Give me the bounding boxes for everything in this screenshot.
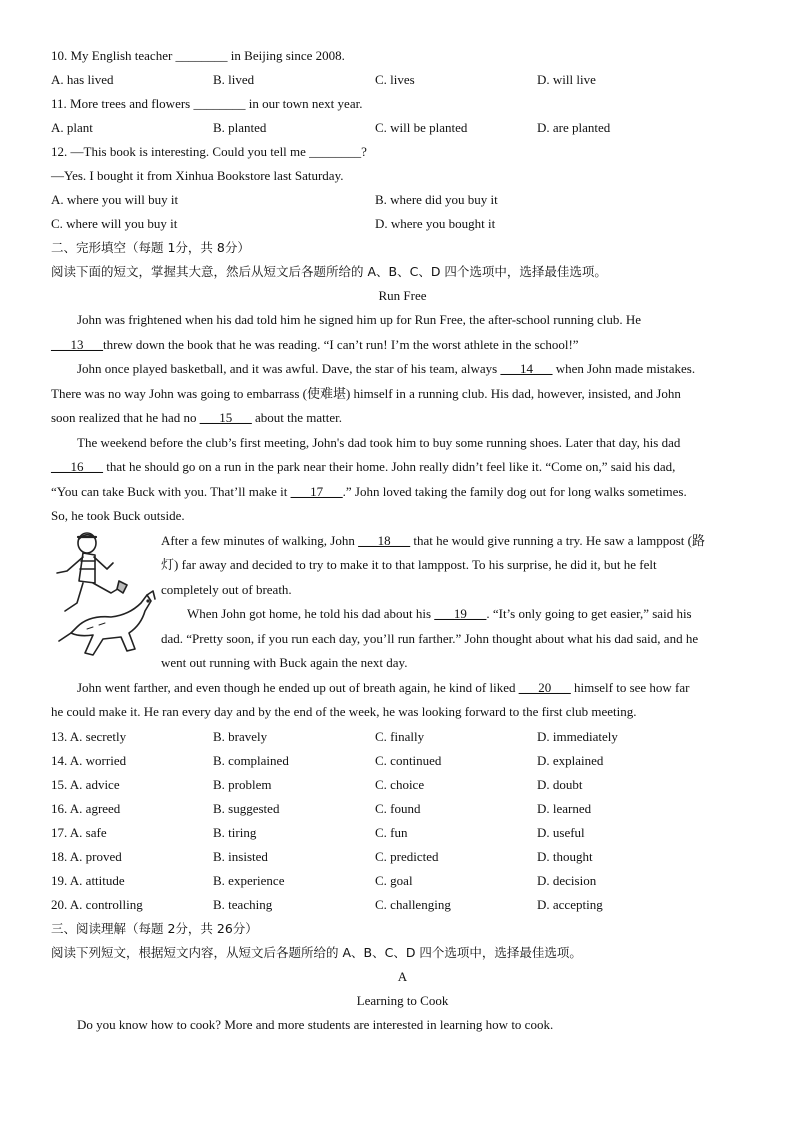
q19-option-c[interactable]: C. goal (375, 872, 413, 888)
q10-option-d[interactable]: D. will live (537, 72, 596, 87)
passage-paragraph-1 (51, 308, 754, 357)
passage-text: “You can take Buck with you. That’ll make it (51, 483, 291, 499)
passage-line: dad. “Pretty soon, if you run each day, you’ll run farther.” John thought about what his dad said, and he (161, 630, 699, 646)
passage-a-title: Learning to Cook (356, 992, 449, 1008)
passage-line (51, 676, 754, 701)
passage-text: that he should go on a run in the park near their home. John really didn’t feel like it. “Come on,” said his dad, (103, 459, 676, 474)
passage-title: Run Free (378, 288, 427, 303)
passage-text: that he would give running a try. He saw a lamppost (路 (410, 532, 705, 548)
boy-running-with-dog-illustration (49, 529, 161, 673)
blank-16[interactable]: ___16___ (51, 459, 103, 474)
q10-option-b[interactable]: B. lived (213, 72, 255, 87)
illustrated-paragraphs (51, 529, 754, 676)
passage-line: 灯) far away and decided to try to make it to that lamppost. To his surprise, he did it, but he felt (161, 557, 657, 572)
q16-option-d[interactable]: D. learned (537, 800, 592, 816)
q19-option-a[interactable]: 19. A. attitude (51, 872, 125, 888)
q13-option-d[interactable]: D. immediately (537, 728, 618, 744)
passage-line (51, 357, 754, 382)
q10-stem: 10. My English teacher ________ in Beijing since 2008. (51, 48, 345, 63)
passage-text: When John got home, he told his dad about his (187, 606, 435, 621)
q20-options (51, 893, 754, 917)
q12-stem: 12. —This book is interesting. Could you tell me ________? (51, 144, 367, 159)
blank-15[interactable]: ___15___ (199, 410, 252, 425)
passage-line: completely out of breath. (161, 581, 292, 597)
blank-13[interactable]: ___13___ (51, 336, 103, 352)
q13-option-a[interactable]: 13. A. secretly (51, 728, 127, 744)
q11-options (51, 116, 754, 140)
q12-options-row1 (51, 188, 754, 212)
passage-line (51, 406, 754, 431)
q18-options (51, 845, 754, 869)
q17-option-c[interactable]: C. fun (375, 824, 408, 840)
q17-option-b[interactable]: B. tiring (213, 824, 257, 840)
q11-option-b[interactable]: B. planted (213, 120, 267, 135)
blank-14[interactable]: ___14___ (500, 361, 553, 376)
passage-text: himself to see how far (570, 679, 690, 695)
q19-option-d[interactable]: D. decision (537, 872, 597, 888)
section2-instruction: 阅读下面的短文，掌握其大意，然后从短文后各题所给的 A、B、C、D 四个选项中，选择最佳选项。 (51, 264, 607, 279)
passage-text: John once played basketball, and it was awful. Dave, the star of his team, always (77, 361, 501, 376)
section3-instruction: 阅读下列短文，根据短文内容，从短文后各题所给的 A、B、C、D 四个选项中，选择最佳选项。 (51, 944, 582, 960)
passage-a-first-line: Do you know how to cook? More and more students are interested in learning how to cook. (77, 1016, 554, 1032)
q15-option-b[interactable]: B. problem (213, 776, 272, 792)
q12-option-a[interactable]: A. where you will buy it (51, 192, 179, 207)
q10-options (51, 68, 754, 92)
passage-text: soon realized that he had no (51, 410, 200, 425)
q16-option-a[interactable]: 16. A. agreed (51, 800, 121, 816)
q12-option-d[interactable]: D. where you bought it (375, 216, 496, 231)
blank-20[interactable]: ___20___ (518, 679, 571, 695)
cloze-options (51, 725, 754, 917)
passage-text: .” John loved taking the family dog out for long walks sometimes. (342, 483, 687, 499)
q16-options (51, 797, 754, 821)
q18-option-a[interactable]: 18. A. proved (51, 848, 122, 864)
q12-option-b[interactable]: B. where did you buy it (375, 192, 498, 207)
q15-option-c[interactable]: C. choice (375, 776, 425, 792)
q20-option-c[interactable]: C. challenging (375, 896, 451, 912)
q11-option-a[interactable]: A. plant (51, 120, 93, 135)
q19-option-b[interactable]: B. experience (213, 872, 285, 888)
q11-option-c[interactable]: C. will be planted (375, 120, 468, 135)
q19-options (51, 869, 754, 893)
passage-text: threw down the book that he was reading. “I can’t run! I’m the worst athlete in the school!” (103, 336, 579, 352)
q12-option-c[interactable]: C. where will you buy it (51, 216, 178, 231)
passage-line (161, 602, 754, 627)
q16-option-b[interactable]: B. suggested (213, 800, 280, 816)
q20-option-d[interactable]: D. accepting (537, 896, 603, 912)
passage-paragraph-6 (51, 676, 754, 725)
passage-letter: A (397, 968, 408, 984)
q14-option-c[interactable]: C. continued (375, 752, 442, 768)
q16-option-c[interactable]: C. found (375, 800, 421, 816)
q12-options-row2 (51, 212, 754, 236)
q17-options (51, 821, 754, 845)
q18-option-d[interactable]: D. thought (537, 848, 593, 864)
q15-option-d[interactable]: D. doubt (537, 776, 583, 792)
section2-heading: 二、完形填空（每题 1分，共 8分） (51, 240, 250, 255)
q10-option-c[interactable]: C. lives (375, 72, 415, 87)
passage-text: about the matter. (251, 410, 342, 425)
passage-line: he could make it. He ran every day and by the end of the week, he was looking forward to the first club meeting. (51, 704, 637, 719)
q17-option-d[interactable]: D. useful (537, 824, 585, 840)
q11-stem: 11. More trees and flowers ________ in our town next year. (51, 96, 363, 111)
passage-line (161, 529, 754, 554)
passage-line: So, he took Buck outside. (51, 508, 185, 523)
q14-option-a[interactable]: 14. A. worried (51, 752, 127, 768)
blank-18[interactable]: ___18___ (358, 532, 411, 548)
passage-line: There was no way John was going to embarrass (使难堪) himself in a running club. His dad, however, insisted, and John (51, 385, 681, 401)
passage-line (51, 480, 754, 505)
passage-line (51, 333, 754, 358)
q14-option-d[interactable]: D. explained (537, 752, 604, 768)
q20-option-b[interactable]: B. teaching (213, 896, 273, 912)
blank-17[interactable]: ___17___ (290, 483, 343, 499)
passage-line: The weekend before the club’s first meeting, John's dad took him to buy some running shoes. Later that day, his dad (77, 434, 681, 450)
q15-option-a[interactable]: 15. A. advice (51, 776, 120, 792)
section3-heading: 三、阅读理解（每题 2分，共 26分） (51, 920, 258, 936)
q13-options (51, 725, 754, 749)
q14-options (51, 749, 754, 773)
q18-option-c[interactable]: C. predicted (375, 848, 439, 864)
passage-line: John was frightened when his dad told him he signed him up for Run Free, the after-school running club. He (77, 312, 642, 327)
q20-option-a[interactable]: 20. A. controlling (51, 896, 143, 912)
passage-line: went out running with Buck again the next day. (161, 655, 408, 670)
passage-text: After a few minutes of walking, John (161, 532, 359, 548)
q13-option-c[interactable]: C. finally (375, 728, 425, 744)
blank-19[interactable]: ___19___ (434, 606, 487, 621)
q10-option-a[interactable]: A. has lived (51, 72, 114, 87)
q14-option-b[interactable]: B. complained (213, 752, 289, 768)
q17-option-a[interactable]: 17. A. safe (51, 824, 107, 840)
passage-text: John went farther, and even though he ended up out of breath again, he kind of liked (77, 679, 519, 695)
passage-paragraph-2 (51, 357, 754, 431)
q15-options (51, 773, 754, 797)
passage-text: when John made mistakes. (552, 361, 696, 376)
passage-paragraph-3 (51, 431, 754, 529)
q18-option-b[interactable]: B. insisted (213, 848, 268, 864)
illustrated-text (161, 529, 754, 676)
q12-reply: —Yes. I bought it from Xinhua Bookstore last Saturday. (51, 168, 344, 183)
q11-option-d[interactable]: D. are planted (537, 120, 611, 135)
q13-option-b[interactable]: B. bravely (213, 728, 268, 744)
passage-text: . “It’s only going to get easier,” said his (486, 606, 692, 621)
exam-page (51, 44, 754, 1037)
passage-line (51, 455, 754, 480)
